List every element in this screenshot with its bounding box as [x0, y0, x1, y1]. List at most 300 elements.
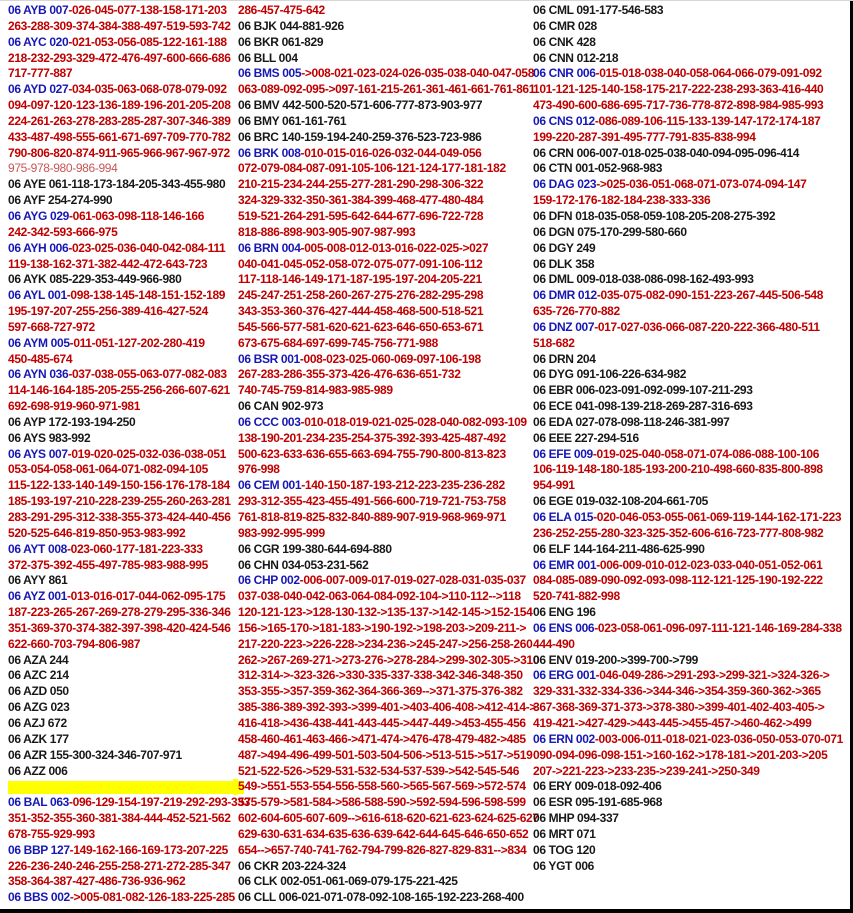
- code-line: [8, 415, 250, 431]
- entry-numbers: 263-288-309-374-384-388-497-519-593-742: [8, 18, 231, 33]
- entry-numbers: 416-418->436-438-441-443-445->447-449->453-455-456: [238, 715, 526, 730]
- entry-code: 06 AYT 008: [8, 541, 67, 556]
- code-line: [238, 843, 539, 859]
- entry-numbers: 06 DML 009-018-038-086-098-162-493-993: [533, 272, 754, 287]
- code-line: [533, 653, 843, 669]
- code-line: [238, 161, 539, 177]
- entry-numbers: -011-051-127-202-280-419: [69, 335, 205, 350]
- entry-code: 06 ELA 015: [533, 510, 594, 524]
- entry-numbers: -149-162-166-169-173-207-225: [69, 842, 228, 857]
- entry-numbers: 06 AZD 050: [8, 684, 69, 699]
- code-line: [238, 558, 539, 574]
- code-line: [8, 431, 250, 447]
- entry-numbers: 245-247-251-258-260-267-275-276-282-295-298: [238, 288, 484, 303]
- code-line: [8, 114, 250, 130]
- entry-numbers: ->008-021-023-024-026-035-038-040-047-058: [301, 66, 535, 81]
- entry-code: 06 DMR 012: [533, 288, 597, 303]
- entry-numbers: 500-623-633-636-655-663-694-755-790-800-813-823: [238, 446, 506, 461]
- code-line: [8, 320, 250, 336]
- entry-numbers: 06 CML 091-177-546-583: [533, 3, 664, 17]
- entry-numbers: 06 CLL 006-021-071-078-092-108-165-192-223-268-400: [238, 890, 524, 905]
- code-line: [8, 748, 250, 764]
- code-line: [533, 367, 843, 383]
- entry-numbers: 101-121-125-140-158-175-217-222-238-293-363-416-440: [533, 82, 824, 97]
- code-line: [8, 859, 250, 875]
- entry-numbers: 185-193-197-210-228-239-255-260-263-281: [8, 494, 231, 509]
- entry-numbers: 037-038-040-042-063-064-084-092-104->110-112-->118: [238, 589, 521, 604]
- code-line: [533, 494, 843, 510]
- entry-numbers: 06 BRC 140-159-194-240-259-376-523-723-986: [238, 129, 482, 144]
- entry-numbers: 06 CKR 203-224-324: [238, 858, 346, 873]
- entry-numbers: 324-329-332-350-361-384-399-468-477-480-484: [238, 193, 484, 208]
- entry-numbers: 385-386-389-392-393->399-401->403-406-408->412-414->: [238, 700, 537, 715]
- entry-numbers: 520-525-646-819-850-953-983-992: [8, 525, 186, 540]
- code-line: [238, 257, 539, 273]
- entry-numbers: 115-122-133-140-149-150-156-176-178-184: [8, 478, 230, 493]
- entry-numbers: -019-025-040-058-071-074-086-088-100-106: [592, 446, 820, 461]
- code-line: [533, 478, 843, 494]
- code-line: [238, 684, 539, 700]
- code-line: [533, 462, 843, 478]
- code-line: [8, 890, 250, 906]
- entry-numbers: -015-018-038-040-058-064-066-079-091-092: [595, 66, 822, 81]
- code-line: [533, 827, 843, 843]
- entry-numbers: 117-118-146-149-171-187-195-197-204-205-221: [238, 272, 482, 287]
- entry-numbers: 06 EDA 027-078-098-118-246-381-997: [533, 414, 730, 429]
- entry-numbers: -037-038-055-063-077-082-083: [68, 367, 227, 382]
- code-line: [8, 874, 250, 890]
- code-line: [238, 415, 539, 431]
- entry-numbers: -006-009-010-012-023-033-040-051-052-061: [596, 557, 823, 572]
- code-line: [533, 637, 843, 653]
- entry-numbers: -021-053-056-085-122-161-188: [68, 34, 227, 49]
- code-line: [238, 35, 539, 51]
- code-line: [533, 510, 843, 526]
- bottom-border: [0, 909, 853, 913]
- code-line: [8, 478, 250, 494]
- entry-numbers: 195-197-207-255-256-389-416-427-524: [8, 304, 208, 319]
- entry-numbers: -013-016-017-044-062-095-175: [67, 589, 226, 604]
- code-line: [238, 779, 539, 795]
- entry-numbers: 06 DYG 091-106-226-634-982: [533, 367, 687, 382]
- entry-numbers: 343-353-360-376-427-444-458-468-500-518-521: [238, 304, 484, 319]
- entry-numbers: 635-726-770-882: [533, 304, 620, 319]
- code-line: [533, 542, 843, 558]
- entry-code: 06 CEM 001: [238, 478, 302, 493]
- entry-numbers: 06 AZC 214: [8, 668, 69, 683]
- entry-numbers: 156->165-170->181-183->190-192->198-203->209-211->: [238, 620, 527, 635]
- entry-numbers: 06 DGY 249: [533, 240, 596, 255]
- code-line: [8, 811, 250, 827]
- entry-numbers: 678-755-929-993: [8, 826, 95, 841]
- entry-numbers: -006-007-009-017-019-027-028-031-035-037: [299, 573, 526, 588]
- code-line: [533, 130, 843, 146]
- entry-numbers: -026-045-077-138-158-171-203: [68, 3, 227, 17]
- entry-numbers: 353-355->357-359-362-364-366-369-->371-375-376-382: [238, 684, 523, 699]
- entry-numbers: 120-121-123->128-130-132->135-137->142-145->152-154: [238, 605, 533, 620]
- entry-code: 06 BSR 001: [238, 351, 300, 366]
- entry-code: 06 AYC 020: [8, 34, 69, 49]
- entry-numbers: 06 DLK 358: [533, 256, 595, 271]
- entry-numbers: -061-063-098-118-146-166: [69, 208, 205, 223]
- code-line: [533, 716, 843, 732]
- code-line: [533, 415, 843, 431]
- code-line: [238, 700, 539, 716]
- code-line: [533, 320, 843, 336]
- entry-numbers: 293-312-355-423-455-491-566-600-719-721-753-758: [238, 494, 506, 509]
- entry-numbers: -020-046-053-055-061-069-119-144-162-171-223: [593, 510, 842, 524]
- code-line: [8, 209, 250, 225]
- entry-code: 06 AYZ 001: [8, 589, 67, 604]
- code-line: [533, 383, 843, 399]
- code-line: [533, 700, 843, 716]
- code-line: [238, 241, 539, 257]
- entry-code: 06 CHP 002: [238, 573, 300, 588]
- code-line: [8, 462, 250, 478]
- entry-code: 06 AYM 005: [8, 335, 70, 350]
- code-line: [8, 668, 250, 684]
- entry-numbers: 717-777-887: [8, 66, 73, 81]
- entry-numbers: 06 CRN 006-007-018-025-038-040-094-095-096-414: [533, 145, 800, 160]
- code-line: [8, 82, 250, 98]
- highlight-row: [8, 781, 244, 794]
- entry-numbers: 818-886-898-903-905-907-987-993: [238, 224, 416, 239]
- code-line: [238, 130, 539, 146]
- entry-numbers: 518-682: [533, 335, 575, 350]
- code-line: [8, 304, 250, 320]
- code-line: [533, 684, 843, 700]
- entry-code: 06 AYG 029: [8, 208, 69, 223]
- entry-numbers: 545-566-577-581-620-621-623-646-650-653-671: [238, 319, 484, 334]
- entry-numbers: 358-364-387-427-486-736-936-962: [8, 874, 186, 889]
- entry-numbers: 06 BLL 004: [238, 50, 298, 65]
- entry-numbers: 521-522-526->529-531-532-534-537-539->542-545-546: [238, 763, 520, 778]
- code-line: [238, 890, 539, 906]
- entry-numbers: ->005-081-082-126-183-225-285: [69, 890, 235, 905]
- entry-numbers: -017-027-036-066-087-220-222-366-480-511: [594, 319, 820, 334]
- entry-numbers: 138-190-201-234-235-254-375-392-393-425-487-492: [238, 430, 506, 445]
- entry-numbers: 372-375-392-455-497-785-983-988-995: [8, 557, 208, 572]
- code-line: [8, 35, 250, 51]
- code-line: [238, 383, 539, 399]
- entry-numbers: 983-992-995-999: [238, 525, 325, 540]
- entry-numbers: 06 AYF 254-274-990: [8, 193, 113, 208]
- entry-code: 06 EMR 001: [533, 557, 597, 572]
- entry-numbers: 06 ESR 095-191-685-968: [533, 795, 663, 810]
- entry-numbers: 473-490-600-686-695-717-736-778-872-898-984-985-993: [533, 98, 824, 113]
- code-line: [238, 367, 539, 383]
- entry-numbers: ->025-036-051-068-071-073-074-094-147: [596, 177, 807, 192]
- code-line: [238, 19, 539, 35]
- code-line: [533, 66, 843, 82]
- entry-numbers: 06 MHP 094-337: [533, 811, 619, 826]
- code-line: [8, 605, 250, 621]
- entry-numbers: 329-331-332-334-336->344-346->354-359-360-362->365: [533, 684, 821, 699]
- code-line: [238, 82, 539, 98]
- code-line: [8, 352, 250, 368]
- code-line: [8, 177, 250, 193]
- entry-code: 06 DNZ 007: [533, 319, 595, 334]
- entry-numbers: 351-369-370-374-382-397-398-420-424-546: [8, 620, 231, 635]
- entry-code: 06 EFE 009: [533, 446, 593, 461]
- code-line: [8, 399, 250, 415]
- entry-numbers: 210-215-234-244-255-277-281-290-298-306-322: [238, 177, 484, 192]
- entry-numbers: 262->267-269-271->273-276->278-284->299-302-305->310: [238, 652, 540, 667]
- code-line: [238, 51, 539, 67]
- entry-numbers: 06 AZG 023: [8, 700, 70, 715]
- code-line: [238, 605, 539, 621]
- entry-numbers: -005-008-012-013-016-022-025->027: [300, 240, 489, 255]
- entry-numbers: 975-978-980-986-994: [8, 161, 118, 176]
- entry-code: 06 CNR 006: [533, 66, 596, 81]
- entry-numbers: 06 AZA 244: [8, 652, 69, 667]
- entry-code: 06 BAL 063: [8, 795, 69, 810]
- entry-numbers: 063-089-092-095->097-161-215-261-361-461-661-761-861: [238, 82, 536, 97]
- entry-numbers: 094-097-120-123-136-189-196-201-205-208: [8, 98, 231, 113]
- entry-numbers: 06 CNK 428: [533, 34, 596, 49]
- code-line: [533, 859, 843, 875]
- entry-numbers: -003-006-011-018-021-023-036-050-053-070-071: [594, 731, 844, 746]
- entry-numbers: 06 EBR 006-023-091-092-099-107-211-293: [533, 383, 753, 398]
- entry-numbers: 06 EGE 019-032-108-204-661-705: [533, 494, 708, 509]
- entry-numbers: 06 ELF 144-164-211-486-625-990: [533, 541, 705, 556]
- code-line: [8, 827, 250, 843]
- entry-numbers: -035-075-082-090-151-223-267-445-506-548: [596, 288, 824, 303]
- entry-numbers: 450-485-674: [8, 351, 73, 366]
- entry-code: 06 BRK 008: [238, 145, 301, 160]
- entry-numbers: 790-806-820-874-911-965-966-967-967-972: [8, 145, 230, 160]
- code-line: [238, 589, 539, 605]
- entry-code: 06 AYN 036: [8, 367, 69, 382]
- entry-numbers: 06 AYP 172-193-194-250: [8, 414, 136, 429]
- code-line: [8, 51, 250, 67]
- code-line: [8, 589, 250, 605]
- code-line: [533, 98, 843, 114]
- entry-numbers: 06 AYE 061-118-173-184-205-343-455-980: [8, 177, 226, 192]
- code-line: [533, 288, 843, 304]
- entry-numbers: 06 BJK 044-881-926: [238, 18, 344, 33]
- entry-numbers: 740-745-759-814-983-985-989: [238, 383, 393, 398]
- entry-numbers: 549->551-553-554-556-558-560->565-567-569->572-574: [238, 779, 526, 794]
- code-line: [8, 367, 250, 383]
- code-line: [238, 732, 539, 748]
- entry-numbers: 06 ERY 009-018-092-406: [533, 779, 662, 794]
- code-line: [238, 431, 539, 447]
- code-line: [238, 795, 539, 811]
- code-line: [238, 859, 539, 875]
- entry-numbers: 267-283-286-355-373-426-476-636-651-732: [238, 367, 461, 382]
- code-line: [8, 383, 250, 399]
- code-line: [8, 193, 250, 209]
- entry-numbers: 06 CAN 902-973: [238, 399, 324, 414]
- code-line: [8, 494, 250, 510]
- entry-numbers: -086-089-106-115-133-139-147-172-174-187: [594, 113, 821, 128]
- code-line: [238, 114, 539, 130]
- entry-code: 06 CNS 012: [533, 113, 595, 128]
- entry-code: 06 BRN 004: [238, 240, 301, 255]
- code-line: [238, 304, 539, 320]
- entry-numbers: 06 TOG 120: [533, 842, 596, 857]
- code-line: [533, 668, 843, 684]
- entry-numbers: 06 DGN 075-170-299-580-660: [533, 224, 687, 239]
- code-line: [238, 209, 539, 225]
- code-line: [8, 716, 250, 732]
- code-line: [8, 621, 250, 637]
- entry-numbers: 218-232-293-329-472-476-497-600-666-686: [8, 50, 231, 65]
- code-line: [8, 161, 250, 177]
- entry-numbers: 226-236-240-246-255-258-271-272-285-347: [8, 858, 231, 873]
- code-line: [8, 272, 250, 288]
- entry-numbers: -034-035-063-068-078-079-092: [68, 82, 227, 97]
- code-line: [8, 653, 250, 669]
- code-line: [533, 447, 843, 463]
- code-line: [238, 352, 539, 368]
- code-line: [238, 146, 539, 162]
- entry-numbers: 072-079-084-087-091-105-106-121-124-177-181-182: [238, 161, 506, 176]
- code-line: [238, 874, 539, 890]
- code-line: [238, 668, 539, 684]
- code-line: [8, 510, 250, 526]
- entry-numbers: 06 DRN 204: [533, 351, 596, 366]
- entry-numbers: 053-054-058-061-064-071-082-094-105: [8, 462, 208, 477]
- entry-code: 06 ERN 002: [533, 731, 595, 746]
- code-line: [8, 225, 250, 241]
- entry-numbers: 217-220-223->226-228->234-236->245-247->256-258-260: [238, 636, 533, 651]
- entry-numbers: 602-604-605-607-609-->616-618-620-621-623-624-625-627: [238, 811, 539, 826]
- code-line: [533, 51, 843, 67]
- entry-numbers: 954-991: [533, 478, 575, 493]
- code-line: [8, 684, 250, 700]
- entry-numbers: 692-698-919-960-971-981: [8, 399, 141, 414]
- code-line: [238, 653, 539, 669]
- code-line: [8, 146, 250, 162]
- entry-numbers: 312-314->-323-326->330-335-337-338-342-346-348-350: [238, 668, 523, 683]
- code-line: [8, 573, 250, 589]
- code-line: [533, 811, 843, 827]
- entry-code: 06 BBS 002: [8, 890, 70, 905]
- code-line: [533, 82, 843, 98]
- code-line: [238, 811, 539, 827]
- code-line: [533, 114, 843, 130]
- entry-numbers: 575-579->581-584->586-588-590->592-594-596-598-599: [238, 795, 526, 810]
- entry-numbers: 286-457-475-642: [238, 3, 325, 17]
- code-line: [238, 573, 539, 589]
- code-line: [533, 161, 843, 177]
- code-column-2: [238, 3, 539, 906]
- entry-numbers: -010-018-019-021-025-028-040-082-093-109: [300, 414, 527, 429]
- entry-numbers: 06 EEE 227-294-516: [533, 430, 639, 445]
- entry-numbers: 06 BMV 442-500-520-571-606-777-873-903-977: [238, 98, 483, 113]
- code-line: [8, 257, 250, 273]
- code-column-1: [8, 3, 250, 906]
- entry-numbers: 458-460-461-463-466->471-474->476-478-479-482->485: [238, 731, 526, 746]
- entry-code: 06 BMS 005: [238, 66, 302, 81]
- entry-numbers: 06 ENV 019-200->399-700->799: [533, 652, 698, 667]
- entry-numbers: 654-->657-740-741-762-794-799-826-827-829-831-->834: [238, 842, 527, 857]
- entry-numbers: 084-085-089-090-092-093-098-112-121-125-190-192-222: [533, 573, 823, 588]
- code-line: [533, 764, 843, 780]
- entry-numbers: 06 ENG 196: [533, 605, 596, 620]
- code-line: [8, 130, 250, 146]
- entry-numbers: 673-675-684-697-699-745-756-771-988: [238, 335, 438, 350]
- code-line: [238, 510, 539, 526]
- code-line: [8, 526, 250, 542]
- code-line: [238, 399, 539, 415]
- entry-numbers: 629-630-631-634-635-636-639-642-644-645-646-650-652: [238, 826, 529, 841]
- entry-numbers: 06 BMY 061-161-761: [238, 113, 347, 128]
- code-line: [238, 637, 539, 653]
- entry-code: 06 AYS 007: [8, 446, 68, 461]
- entry-numbers: -023-025-036-040-042-084-111: [68, 240, 226, 255]
- code-line: [8, 98, 250, 114]
- code-line: [533, 558, 843, 574]
- code-line: [533, 146, 843, 162]
- entry-numbers: -019-020-025-032-036-038-051: [67, 446, 226, 461]
- entry-numbers: 06 ECE 041-098-139-218-269-287-316-693: [533, 399, 753, 414]
- entry-numbers: 06 AZZ 006: [8, 763, 68, 778]
- entry-numbers: 761-818-819-825-832-840-889-907-919-968-969-971: [238, 510, 506, 524]
- code-line: [8, 241, 250, 257]
- code-line: [8, 336, 250, 352]
- entry-numbers: -046-049-286->291-293->299-321->324-326->: [595, 668, 830, 683]
- code-line: [238, 621, 539, 637]
- entry-numbers: -096-129-154-197-219-292-293-333: [68, 795, 250, 810]
- code-line: [238, 542, 539, 558]
- code-line: [238, 827, 539, 843]
- code-line: [533, 431, 843, 447]
- entry-numbers: 433-487-498-555-661-671-697-709-770-782: [8, 129, 231, 144]
- code-line: [533, 177, 843, 193]
- code-line: [8, 795, 250, 811]
- entry-numbers: 06 AZR 155-300-324-346-707-971: [8, 747, 182, 762]
- entry-numbers: 367-368-369-371-373->378-380->399-401-402-403-405->: [533, 700, 825, 715]
- code-line: [238, 526, 539, 542]
- entry-numbers: 207->221-223->233-235->239-241->250-349: [533, 763, 760, 778]
- entry-numbers: 06 CNN 012-218: [533, 50, 619, 65]
- code-line: [238, 66, 539, 82]
- code-line: [533, 399, 843, 415]
- entry-numbers: 351-352-355-360-381-384-444-452-521-562: [8, 811, 231, 826]
- entry-numbers: 597-668-727-972: [8, 319, 95, 334]
- entry-code: 06 AYH 006: [8, 240, 69, 255]
- entry-numbers: 06 CGR 199-380-644-694-880: [238, 541, 392, 556]
- code-line: [8, 732, 250, 748]
- code-line: [533, 3, 843, 19]
- entry-numbers: 06 CTN 001-052-968-983: [533, 161, 663, 176]
- code-line: [533, 621, 843, 637]
- code-column-3: [533, 3, 843, 874]
- code-line: [8, 288, 250, 304]
- code-line: [533, 605, 843, 621]
- code-line: [533, 843, 843, 859]
- code-line: [533, 19, 843, 35]
- code-line: [533, 779, 843, 795]
- code-line: [238, 193, 539, 209]
- code-line: [238, 748, 539, 764]
- code-line: [533, 526, 843, 542]
- entry-code: 06 AYD 027: [8, 82, 69, 97]
- entry-numbers: 976-998: [238, 462, 280, 477]
- code-line: [533, 241, 843, 257]
- code-line: [238, 288, 539, 304]
- code-line: [8, 19, 250, 35]
- code-line: [238, 462, 539, 478]
- code-line: [238, 764, 539, 780]
- entry-numbers: -140-150-187-193-212-223-235-236-282: [301, 478, 505, 493]
- code-line: [238, 225, 539, 241]
- code-line: [238, 177, 539, 193]
- code-line: [238, 478, 539, 494]
